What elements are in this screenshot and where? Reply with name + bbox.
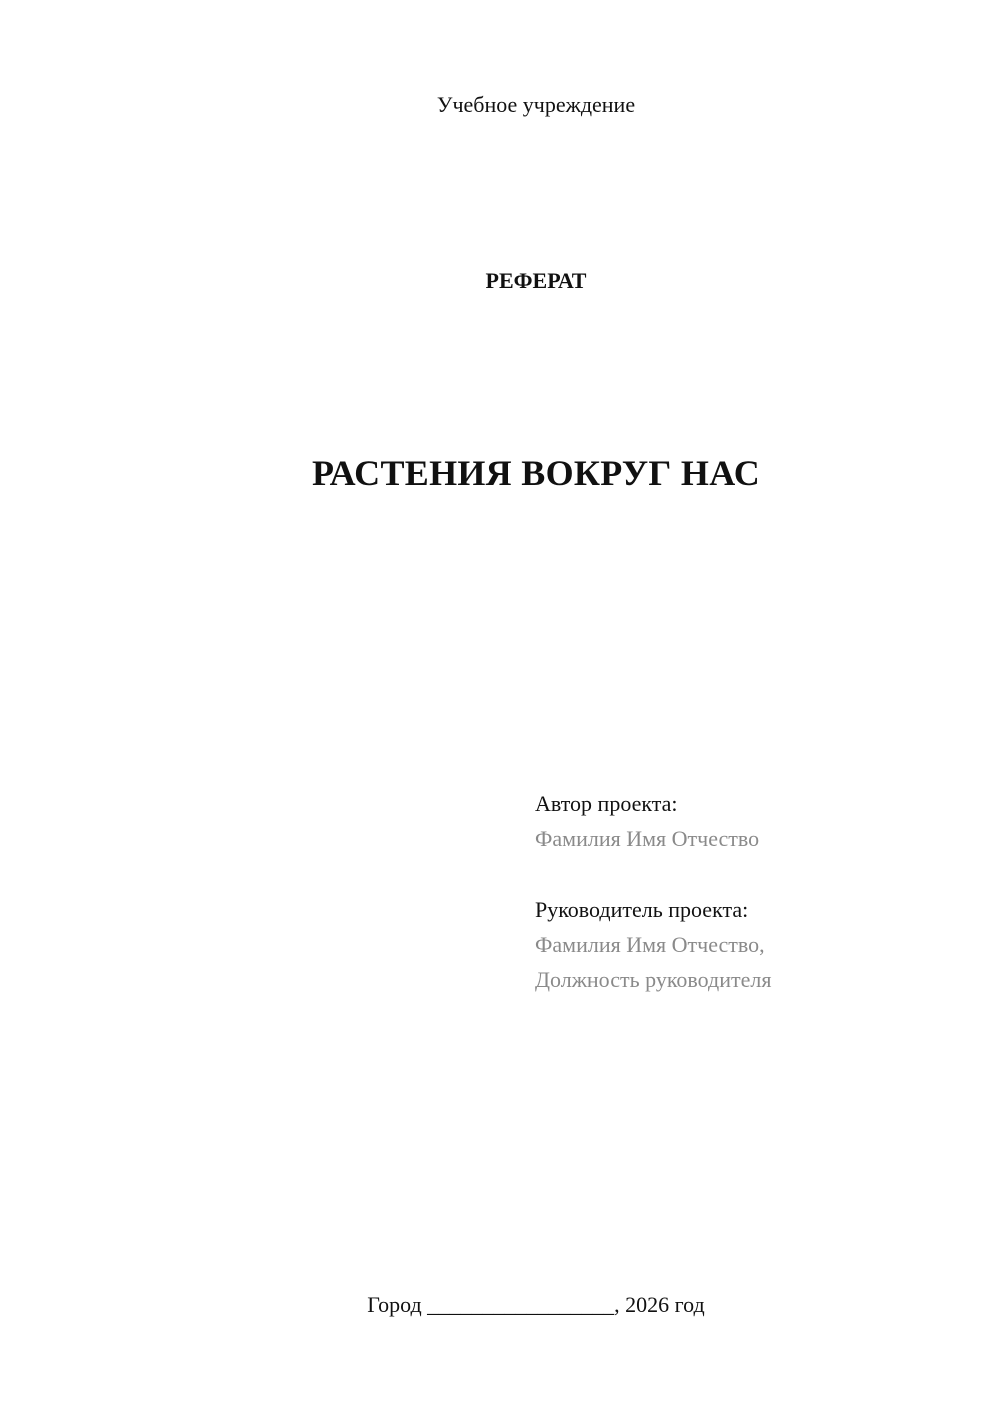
document-title: РАСТЕНИЯ ВОКРУГ НАС — [311, 453, 761, 493]
author-name: Фамилия Имя Отчество — [535, 826, 760, 851]
credits-spacer — [535, 856, 975, 892]
supervisor-label: Руководитель проекта: — [535, 897, 749, 922]
supervisor-name: Фамилия Имя Отчество, — [535, 932, 765, 957]
document-type: РЕФЕРАТ — [485, 268, 587, 293]
credits-block — [535, 786, 975, 997]
city-year-line: Город _________________, 2026 год — [367, 1292, 705, 1317]
author-label: Автор проекта: — [535, 791, 678, 816]
institution-name: Учебное учреждение — [436, 92, 636, 117]
supervisor-position: Должность руководителя — [535, 967, 772, 992]
